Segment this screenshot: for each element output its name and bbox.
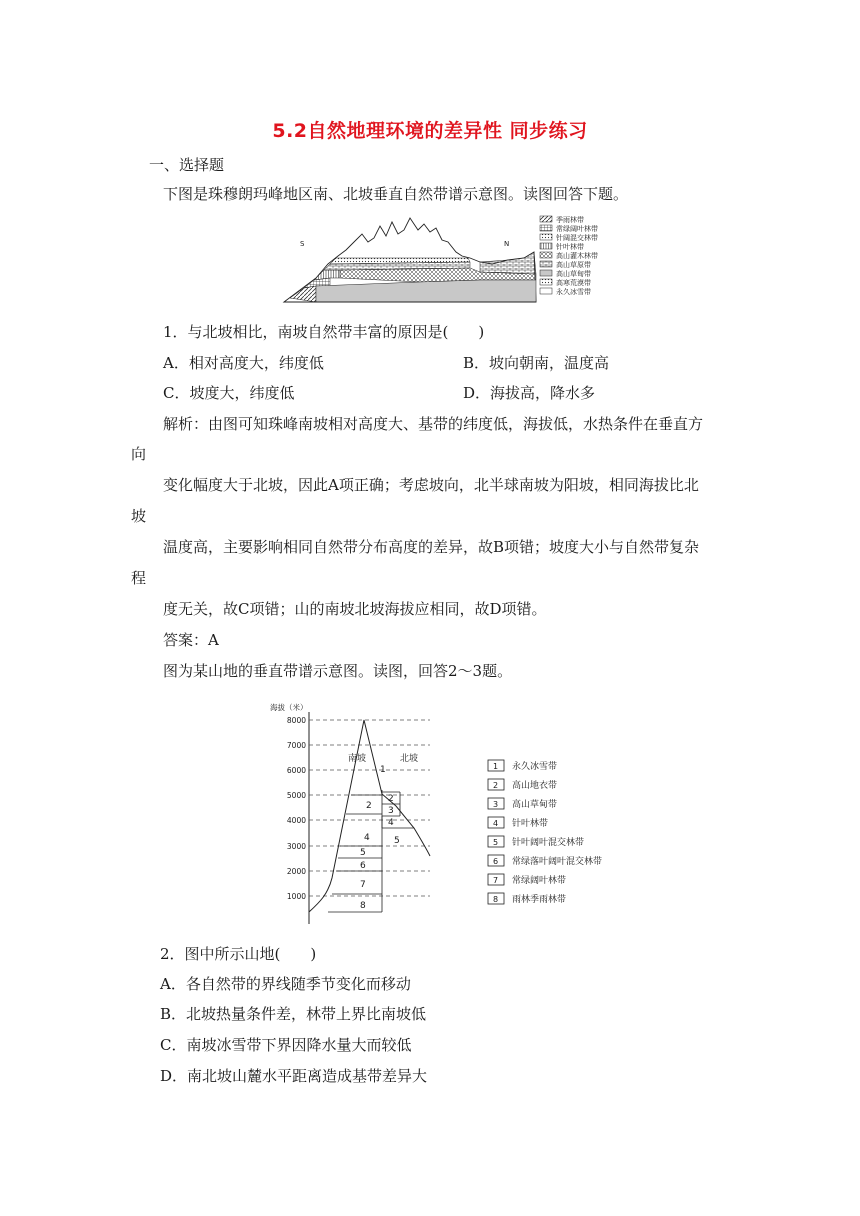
- figure2-legend: [488, 760, 602, 905]
- legend-number: 2: [493, 781, 499, 790]
- question-2-stem: 2．图中所示山地( ): [160, 945, 317, 963]
- legend-item: 高寒荒漠带: [556, 279, 591, 287]
- analysis-line: 坡: [131, 507, 147, 525]
- zone-number: 6: [360, 861, 366, 871]
- analysis-line: 向: [131, 445, 147, 463]
- north-label: N: [504, 240, 510, 248]
- legend-item: 季雨林带: [556, 216, 584, 224]
- legend-number: 1: [493, 762, 499, 771]
- legend-item: 常绿落叶阔叶混交林带: [512, 857, 603, 867]
- y-tick: 4000: [286, 816, 306, 825]
- question-2-option-a: A．各自然带的界线随季节变化而移动: [160, 975, 411, 993]
- question-2-option-c: C．南坡冰雪带下界因降水量大而较低: [160, 1036, 412, 1054]
- legend-item: 高山草甸带: [556, 270, 591, 278]
- zone-number: 8: [360, 901, 366, 911]
- y-tick: 8000: [286, 716, 306, 725]
- question-1-option-c: C．坡度大，纬度低: [163, 384, 295, 402]
- legend-item: 永久冰雪带: [556, 288, 591, 296]
- everest-zonation-figure: [280, 212, 620, 306]
- legend-item: 雨林季雨林带: [512, 895, 567, 905]
- analysis-line: 度无关，故C项错；山的南坡北坡海拔应相同，故D项错。: [163, 600, 547, 618]
- mountain-zonation-figure: [268, 698, 628, 928]
- analysis-line: 温度高，主要影响相同自然带分布高度的差异，故B项错；坡度大小与自然带复杂: [163, 538, 700, 556]
- question-2-option-b: B．北坡热量条件差，林带上界比南坡低: [160, 1005, 427, 1023]
- zone-number: 2: [366, 801, 372, 811]
- legend-item: 高山灌木林带: [556, 252, 598, 260]
- south-label: S: [300, 240, 305, 248]
- y-tick: 7000: [286, 741, 306, 750]
- legend-item: 高山草原带: [556, 261, 591, 269]
- question-1-option-a: A．相对高度大，纬度低: [163, 354, 324, 372]
- zone-number: 2: [388, 794, 394, 804]
- zone-number: 3: [388, 806, 394, 816]
- analysis-line: 解析：由图可知珠峰南坡相对高度大、基带的纬度低，海拔低，水热条件在垂直方: [163, 415, 704, 433]
- y-axis-label: 海拔（米）: [270, 703, 308, 712]
- legend-number: 5: [493, 838, 499, 847]
- north-slope-label: 北坡: [400, 754, 419, 764]
- legend-number: 6: [493, 857, 499, 866]
- legend-item: 针阔混交林带: [556, 234, 598, 242]
- legend-item: 针叶阔叶混交林带: [512, 838, 585, 848]
- intro-text-1: 下图是珠穆朗玛峰地区南、北坡垂直自然带谱示意图。读图回答下题。: [163, 185, 629, 203]
- zone-number: 7: [360, 880, 366, 890]
- legend-number: 4: [493, 819, 499, 828]
- answer-text: 答案：A: [163, 631, 219, 649]
- zone-number: 4: [388, 818, 394, 828]
- legend-number: 8: [493, 895, 499, 904]
- legend-item: 针叶林带: [512, 819, 549, 829]
- legend-item: 高山草甸带: [512, 800, 558, 810]
- zone-number: 5: [394, 836, 400, 846]
- legend-item: 永久冰雪带: [512, 762, 558, 772]
- zone-number: 1: [380, 765, 386, 775]
- y-tick: 5000: [286, 791, 306, 800]
- legend-item: 高山地衣带: [512, 781, 558, 791]
- analysis-line: 程: [131, 569, 147, 587]
- y-tick: 6000: [286, 766, 306, 775]
- legend-item: 常绿阔叶林带: [512, 876, 567, 886]
- zone-number: 4: [364, 833, 370, 843]
- intro-text-2: 图为某山地的垂直带谱示意图。读图，回答2～3题。: [163, 662, 513, 680]
- section-heading: 一、选择题: [149, 156, 225, 174]
- question-2-option-d: D．南北坡山麓水平距离造成基带差异大: [160, 1067, 428, 1085]
- legend-item: 常绿阔叶林带: [556, 225, 598, 233]
- y-tick: 2000: [286, 867, 306, 876]
- question-1-option-b: B．坡向朝南，温度高: [463, 354, 610, 372]
- analysis-line: 变化幅度大于北坡，因此A项正确；考虑坡向，北半球南坡为阳坡，相同海拔比北: [163, 476, 699, 494]
- legend-item: 针叶林带: [556, 243, 584, 251]
- document-title: 5.2自然地理环境的差异性 同步练习: [272, 120, 588, 142]
- question-1-option-d: D．海拔高，降水多: [463, 384, 596, 402]
- y-tick: 1000: [286, 892, 306, 901]
- y-tick: 3000: [286, 842, 306, 851]
- south-slope-label: 南坡: [348, 754, 367, 764]
- figure1-legend: [540, 215, 598, 296]
- legend-number: 7: [493, 876, 499, 885]
- question-1-stem: 1．与北坡相比，南坡自然带丰富的原因是( ): [163, 323, 485, 341]
- zone-number: 5: [360, 848, 366, 858]
- legend-number: 3: [493, 800, 499, 809]
